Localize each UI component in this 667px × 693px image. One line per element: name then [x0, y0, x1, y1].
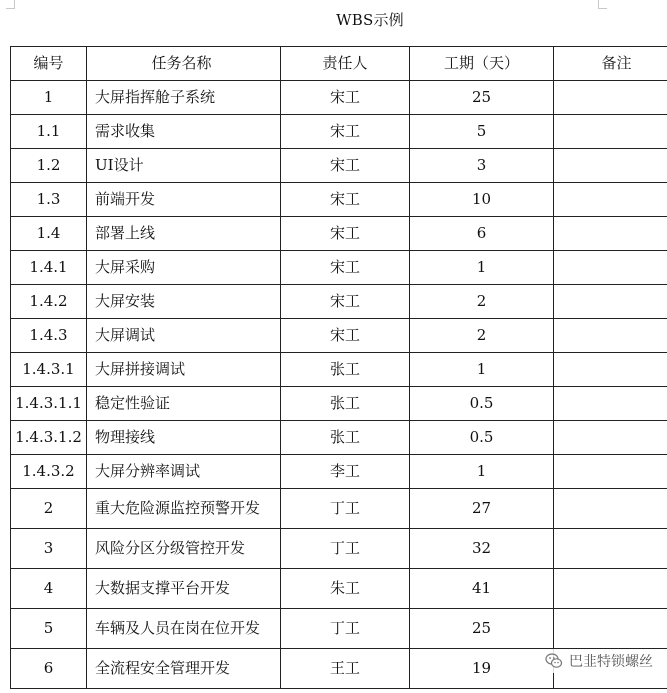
table-row — [11, 609, 667, 649]
cell-owner: 宋工 — [281, 319, 410, 353]
cell-note — [554, 183, 667, 217]
cell-id: 1.4 — [11, 217, 87, 251]
table-row — [11, 217, 667, 251]
cell-duration: 0.5 — [410, 421, 554, 455]
cell-note — [554, 455, 667, 489]
cell-id: 2 — [11, 489, 87, 529]
cell-duration: 10 — [410, 183, 554, 217]
watermark — [541, 649, 655, 673]
cell-note — [554, 609, 667, 649]
cell-name: 大数据支撑平台开发 — [87, 569, 281, 609]
cell-id: 1.2 — [11, 149, 87, 183]
cell-name: 需求收集 — [87, 115, 281, 149]
cell-note — [554, 421, 667, 455]
cell-id: 1.4.3.1.1 — [11, 387, 87, 421]
cell-name: 大屏指挥舱子系统 — [87, 81, 281, 115]
cell-duration: 2 — [410, 319, 554, 353]
cell-duration: 6 — [410, 217, 554, 251]
header-owner: 责任人 — [281, 47, 410, 81]
cell-note — [554, 115, 667, 149]
cell-name: 大屏安装 — [87, 285, 281, 319]
cell-duration: 3 — [410, 149, 554, 183]
cell-name: 重大危险源监控预警开发 — [87, 489, 281, 529]
cell-owner: 宋工 — [281, 217, 410, 251]
cell-owner: 宋工 — [281, 183, 410, 217]
cell-id: 1 — [11, 81, 87, 115]
cell-name: 大屏拼接调试 — [87, 353, 281, 387]
header-note: 备注 — [554, 47, 667, 81]
cell-name: 大屏分辨率调试 — [87, 455, 281, 489]
cell-duration: 1 — [410, 353, 554, 387]
cell-note — [554, 529, 667, 569]
cell-owner: 宋工 — [281, 285, 410, 319]
table-row — [11, 353, 667, 387]
table-row — [11, 149, 667, 183]
page-corner-mark-right — [598, 0, 607, 9]
page-corner-mark-left — [6, 0, 15, 9]
cell-note — [554, 251, 667, 285]
cell-duration: 0.5 — [410, 387, 554, 421]
cell-owner: 宋工 — [281, 81, 410, 115]
cell-id: 1.4.3.1.2 — [11, 421, 87, 455]
cell-owner: 张工 — [281, 421, 410, 455]
table-row — [11, 183, 667, 217]
cell-name: 车辆及人员在岗在位开发 — [87, 609, 281, 649]
cell-owner: 张工 — [281, 353, 410, 387]
cell-duration: 41 — [410, 569, 554, 609]
cell-duration: 27 — [410, 489, 554, 529]
cell-name: 稳定性验证 — [87, 387, 281, 421]
cell-id: 3 — [11, 529, 87, 569]
cell-owner: 宋工 — [281, 251, 410, 285]
cell-owner: 朱工 — [281, 569, 410, 609]
cell-id: 4 — [11, 569, 87, 609]
cell-id: 5 — [11, 609, 87, 649]
table-row — [11, 115, 667, 149]
table-row — [11, 569, 667, 609]
cell-id: 1.4.3 — [11, 319, 87, 353]
header-id: 编号 — [11, 47, 87, 81]
document-title: WBS示例 — [336, 11, 404, 29]
cell-name: 大屏调试 — [87, 319, 281, 353]
cell-duration: 25 — [410, 81, 554, 115]
cell-name: 部署上线 — [87, 217, 281, 251]
table-row — [11, 529, 667, 569]
cell-note — [554, 387, 667, 421]
table-row — [11, 421, 667, 455]
header-name: 任务名称 — [87, 47, 281, 81]
table-row — [11, 251, 667, 285]
cell-id: 1.4.3.2 — [11, 455, 87, 489]
cell-note — [554, 353, 667, 387]
table-row — [11, 81, 667, 115]
cell-note — [554, 489, 667, 529]
cell-name: 全流程安全管理开发 — [87, 649, 281, 689]
table-row — [11, 387, 667, 421]
cell-name: 风险分区分级管控开发 — [87, 529, 281, 569]
cell-id: 1.4.1 — [11, 251, 87, 285]
cell-id: 1.4.2 — [11, 285, 87, 319]
cell-owner: 丁工 — [281, 529, 410, 569]
cell-note — [554, 319, 667, 353]
table-row — [11, 455, 667, 489]
cell-owner: 李工 — [281, 455, 410, 489]
cell-duration: 32 — [410, 529, 554, 569]
cell-duration: 2 — [410, 285, 554, 319]
cell-note — [554, 81, 667, 115]
cell-id: 6 — [11, 649, 87, 689]
cell-id: 1.4.3.1 — [11, 353, 87, 387]
cell-note — [554, 569, 667, 609]
cell-owner: 丁工 — [281, 489, 410, 529]
cell-name: 物理接线 — [87, 421, 281, 455]
cell-duration: 25 — [410, 609, 554, 649]
cell-id: 1.3 — [11, 183, 87, 217]
table-row — [11, 489, 667, 529]
table-row — [11, 319, 667, 353]
cell-note — [554, 285, 667, 319]
cell-note — [554, 217, 667, 251]
table-header-row — [11, 47, 667, 81]
cell-duration: 1 — [410, 251, 554, 285]
cell-owner: 王工 — [281, 649, 410, 689]
cell-duration: 5 — [410, 115, 554, 149]
cell-owner: 丁工 — [281, 609, 410, 649]
cell-duration: 1 — [410, 455, 554, 489]
cell-owner: 张工 — [281, 387, 410, 421]
wbs-table — [10, 46, 667, 689]
watermark-text: 巴韭特锁螺丝 — [569, 654, 653, 670]
cell-duration: 19 — [410, 649, 554, 689]
table-row — [11, 285, 667, 319]
cell-name: 大屏采购 — [87, 251, 281, 285]
cell-owner: 宋工 — [281, 115, 410, 149]
header-duration: 工期（天） — [410, 47, 554, 81]
cell-note — [554, 149, 667, 183]
cell-name: 前端开发 — [87, 183, 281, 217]
wechat-icon — [545, 652, 563, 670]
cell-name: UI设计 — [87, 149, 281, 183]
cell-id: 1.1 — [11, 115, 87, 149]
cell-owner: 宋工 — [281, 149, 410, 183]
